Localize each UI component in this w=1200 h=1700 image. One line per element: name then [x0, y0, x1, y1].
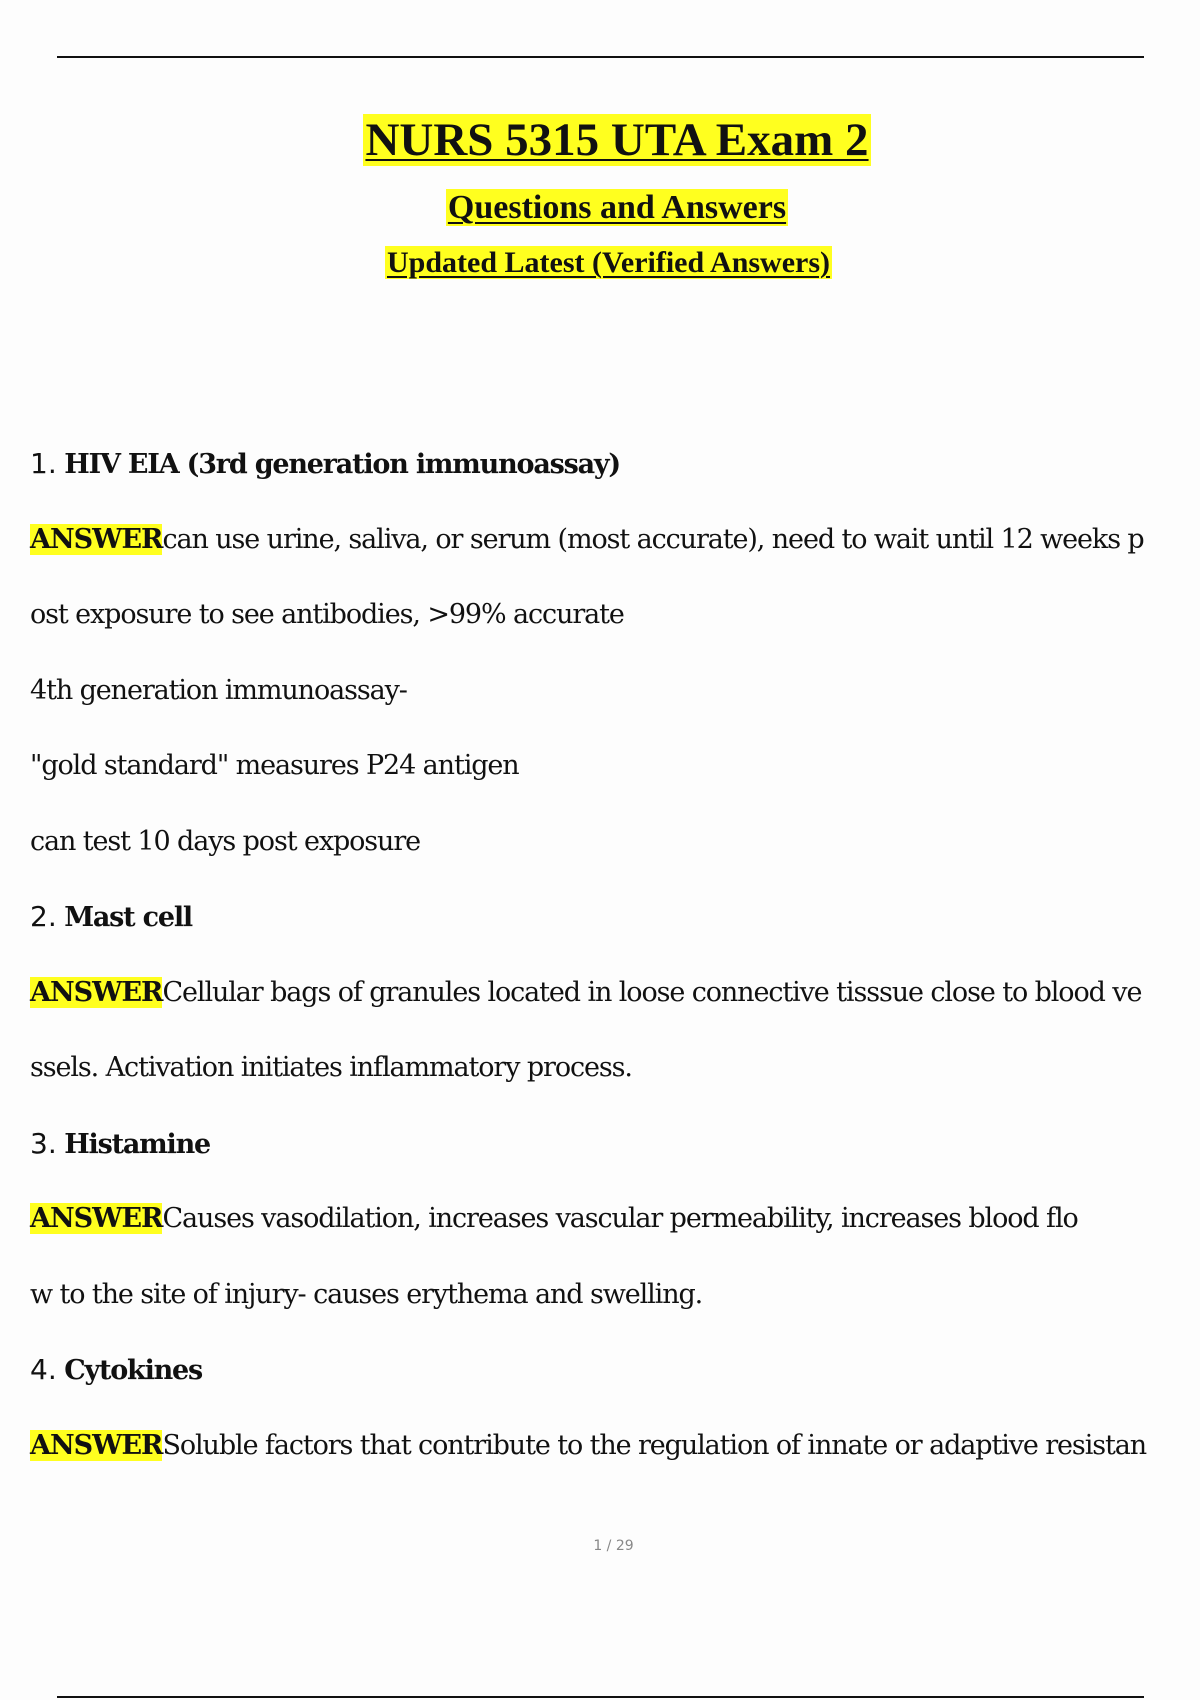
question-heading	[30, 1125, 1190, 1201]
document-subtitle-text: Questions and Answers	[447, 189, 787, 226]
top-rule	[57, 56, 1144, 58]
answer-label: ANSWER	[30, 976, 163, 1008]
question-title: HIV EIA (3rd generation immunoassay)	[64, 449, 620, 480]
answer-label: ANSWER	[30, 1203, 163, 1234]
answer-text: Causes vasodilation, increases vascular permeability, increases blood flo	[162, 1203, 1078, 1234]
question-title: Mast cell	[64, 902, 192, 933]
document-subtitle	[0, 183, 1200, 233]
bottom-rule	[57, 1696, 1144, 1698]
question-number: 2.	[30, 900, 57, 933]
question-heading	[30, 1351, 1190, 1427]
answer-line	[30, 1049, 1190, 1125]
answer-line	[30, 974, 1190, 1050]
document-tagline-text: Updated Latest (Verified Answers)	[386, 246, 831, 279]
question-number: 4.	[30, 1353, 57, 1386]
answer-label: ANSWER	[30, 523, 163, 555]
document-title-text: NURS 5315 UTA Exam 2	[365, 114, 869, 166]
question-heading	[30, 445, 1190, 521]
answer-line	[30, 747, 1190, 823]
document-tagline	[0, 241, 1200, 285]
answer-text: ost exposure to see antibodies, >99% accurate	[30, 599, 624, 630]
answer-text: w to the site of injury- causes erythema and swelling.	[30, 1278, 703, 1310]
answer-text: can use urine, saliva, or serum (most accurate), need to wait until 12 weeks p	[162, 523, 1144, 555]
answer-line	[30, 1427, 1190, 1503]
document-title	[0, 105, 1200, 175]
answer-line	[30, 823, 1190, 899]
question-title: Histamine	[64, 1128, 210, 1160]
question-number: 1.	[30, 447, 57, 480]
answer-line	[30, 1200, 1190, 1276]
answer-text: 4th generation immunoassay-	[30, 674, 407, 706]
qa-content	[30, 445, 1190, 1502]
answer-text: ssels. Activation initiates inflammatory process.	[30, 1052, 632, 1083]
answer-label: ANSWER	[30, 1429, 163, 1461]
answer-text: can test 10 days post exposure	[30, 825, 421, 857]
answer-text: Soluble factors that contribute to the regulation of innate or adaptive resistan	[162, 1429, 1147, 1461]
answer-line	[30, 1276, 1190, 1352]
question-heading	[30, 898, 1190, 974]
question-title: Cytokines	[64, 1355, 203, 1386]
answer-line	[30, 521, 1190, 597]
answer-text: Cellular bags of granules located in loose connective tisssue close to blood ve	[162, 976, 1142, 1008]
page-indicator: 1 / 29	[593, 1538, 634, 1554]
answer-text: "gold standard" measures P24 antigen	[30, 750, 519, 781]
answer-line	[30, 672, 1190, 748]
title-block	[0, 105, 1200, 285]
answer-line	[30, 596, 1190, 672]
question-number: 3.	[30, 1126, 57, 1160]
